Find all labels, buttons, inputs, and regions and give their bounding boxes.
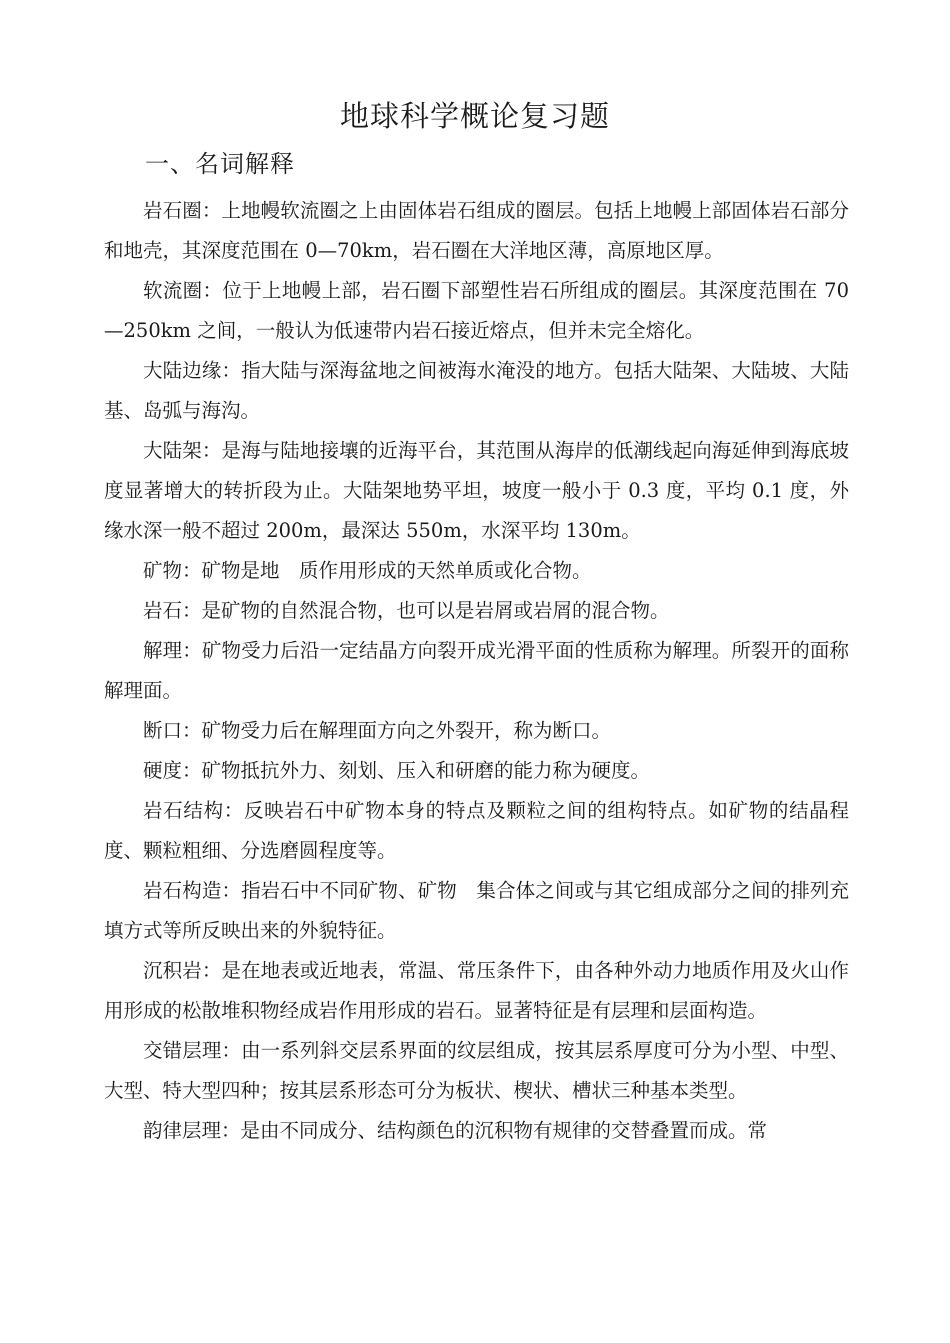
definition-paragraph: 岩石：是矿物的自然混合物，也可以是岩屑或岩屑的混合物。 <box>143 599 670 622</box>
definition-paragraph: 岩石构造：指岩石中不同矿物、矿物 集合体之间或与其它组成部分之间的排列充填方式等所反映出来的外貌特征。 <box>104 879 849 942</box>
definition-paragraph: 大陆边缘：指大陆与深海盆地之间被海水淹没的地方。包括大陆架、大陆坡、大陆基、岛弧与海沟。 <box>104 359 849 422</box>
document-title: 地球科学概论复习题 <box>339 99 610 133</box>
definition-paragraph: 解理：矿物受力后沿一定结晶方向裂开成光滑平面的性质称为解理。所裂开的面称解理面。 <box>104 639 849 702</box>
definition-paragraph: 岩石结构：反映岩石中矿物本身的特点及颗粒之间的组构特点。如矿物的结晶程度、颗粒粗细、分选磨圆程度等。 <box>104 799 849 862</box>
definition-paragraph: 断口：矿物受力后在解理面方向之外裂开，称为断口。 <box>143 719 612 742</box>
definition-paragraph: 硬度：矿物抵抗外力、刻划、压入和研磨的能力称为硬度。 <box>143 759 651 782</box>
definition-paragraph: 韵律层理：是由不同成分、结构颜色的沉积物有规律的交替叠置而成。常 <box>143 1119 768 1142</box>
definition-paragraph: 交错层理：由一系列斜交层系界面的纹层组成，按其层系厚度可分为小型、中型、大型、特大型四种；按其层系形态可分为板状、楔状、槽状三种基本类型。 <box>104 1039 849 1102</box>
definition-paragraph: 大陆架：是海与陆地接壤的近海平台，其范围从海岸的低潮线起向海延伸到海底坡度显著增大的转折段为止。大陆架地势平坦，坡度一般小于 0.3 度，平均 0.1 度，外缘水深一般不超过 200m，最深达 550m，水深平均 130m。 <box>104 439 849 542</box>
definition-paragraph: 矿物：矿物是地 质作用形成的天然单质或化合物。 <box>143 559 592 582</box>
definitions-body <box>104 191 849 1151</box>
definition-paragraph: 软流圈：位于上地幔上部，岩石圈下部塑性岩石所组成的圈层。其深度范围在 70—250km 之间，一般认为低速带内岩石接近熔点，但并未完全熔化。 <box>104 279 849 342</box>
definition-paragraph: 岩石圈：上地幔软流圈之上由固体岩石组成的圈层。包括上地幔上部固体岩石部分和地壳，其深度范围在 0—70km，岩石圈在大洋地区薄，高原地区厚。 <box>104 199 849 262</box>
definition-paragraph: 沉积岩：是在地表或近地表，常温、常压条件下，由各种外动力地质作用及火山作用形成的松散堆积物经成岩作用形成的岩石。显著特征是有层理和层面构造。 <box>104 959 849 1022</box>
section-heading: 一、名词解释 <box>145 150 295 178</box>
